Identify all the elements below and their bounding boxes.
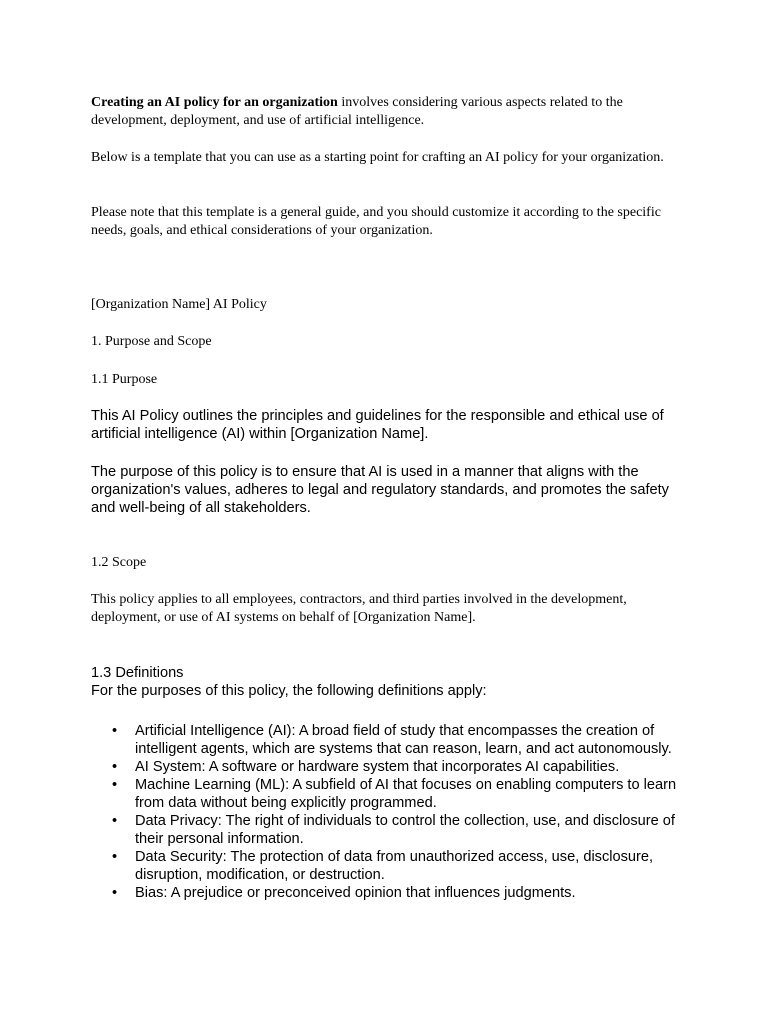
policy-title: [Organization Name] AI Policy [91,297,267,312]
bullet-icon: • [112,759,118,775]
definition-text: Data Privacy: The right of individuals to control the collection, use, and disclosure of their personal information. [135,813,675,847]
definition-item-ai [91,722,681,758]
intro-paragraph [91,94,681,130]
purpose-heading: 1.1 Purpose [91,372,158,387]
definition-text: Data Security: The protection of data from unauthorized access, use, disclosure, disruption, modification, or destruction. [135,849,654,883]
definition-text: Machine Learning (ML): A subfield of AI that focuses on enabling computers to learn from data without being explicitly programmed. [135,777,677,811]
definition-item-machine-learning [91,776,681,812]
bullet-icon: • [112,777,118,793]
intro-lead-rest: involves considering various aspects related to the development, deployment, and use of artificial intelligence. [91,95,623,128]
customize-note-paragraph: Please note that this template is a general guide, and you should customize it according to the specific needs, goals, and ethical considerations of your organization. [91,205,661,238]
definitions-heading: 1.3 Definitions [91,665,184,681]
scope-paragraph: This policy applies to all employees, contractors, and third parties involved in the development, deployment, or use of AI systems on behalf of [Organization Name]. [91,592,627,625]
template-note-paragraph: Below is a template that you can use as a starting point for crafting an AI policy for your organization. [91,150,664,165]
definition-item-ai-system [91,758,681,776]
definition-text: AI System: A software or hardware system that incorporates AI capabilities. [135,759,620,775]
bullet-icon: • [112,813,118,829]
bullet-icon: • [112,723,118,739]
definition-item-data-security [91,848,681,884]
scope-heading: 1.2 Scope [91,555,147,570]
definition-item-bias [91,884,681,902]
bullet-icon: • [112,885,118,901]
definition-text: Artificial Intelligence (AI): A broad field of study that encompasses the creation of intelligent agents, which are systems that can reason, learn, and act autonomously. [135,723,672,757]
section-1-heading: 1. Purpose and Scope [91,334,212,349]
definitions-intro: For the purposes of this policy, the following definitions apply: [91,683,487,699]
definition-text: Bias: A prejudice or preconceived opinion that influences judgments. [135,885,576,901]
definition-item-data-privacy [91,812,681,848]
intro-lead-bold: Creating an AI policy for an organization [91,95,338,110]
bullet-icon: • [112,849,118,865]
definitions-list [91,722,681,902]
purpose-paragraph-2: The purpose of this policy is to ensure that AI is used in a manner that aligns with the organization's values, adheres to legal and regulatory standards, and promotes the safety and well-being of all stakeholders. [91,464,669,516]
purpose-paragraph-1: This AI Policy outlines the principles and guidelines for the responsible and ethical use of artificial intelligence (AI) within [Organization Name]. [91,408,664,442]
